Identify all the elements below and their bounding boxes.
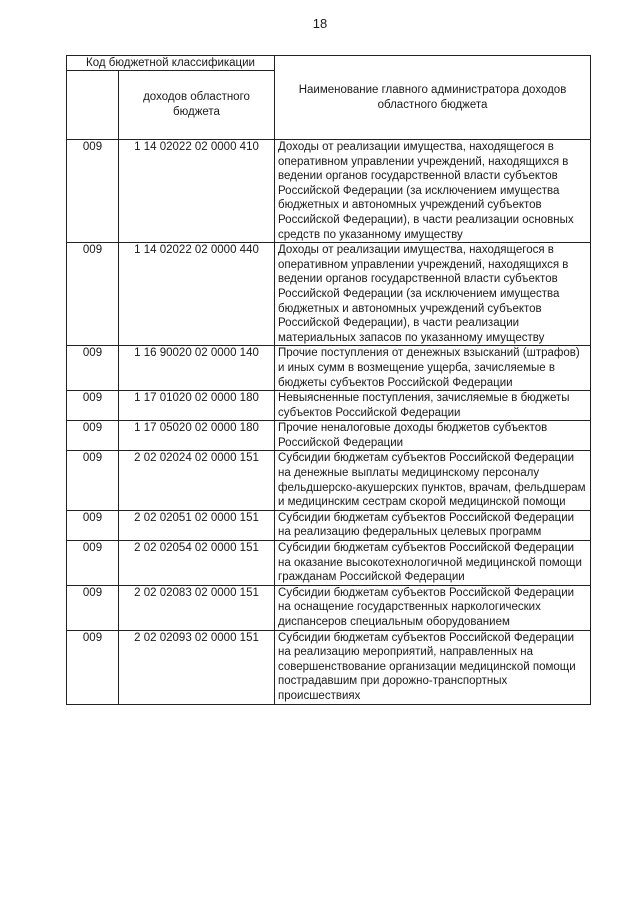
table-header-row [67, 56, 591, 71]
administrator-code-cell: 009 [67, 140, 119, 243]
income-name-cell: Субсидии бюджетам субъектов Российской Федерации на денежные выплаты медицинскому персоналу фельдшерско-акушерских пунктов, врачам, фельдшерам и медицинским сестрам скорой медицинской помощи [275, 451, 591, 510]
table-row [67, 541, 591, 586]
table-row [67, 140, 591, 243]
budget-classification-table [66, 55, 591, 705]
administrator-code-cell: 009 [67, 451, 119, 510]
administrator-name-header: Наименование главного администратора доходов областного бюджета [275, 56, 591, 140]
table-row [67, 346, 591, 391]
table-row [67, 451, 591, 510]
income-name-cell: Прочие неналоговые доходы бюджетов субъектов Российской Федерации [275, 421, 591, 451]
income-code-cell: 1 16 90020 02 0000 140 [119, 346, 275, 391]
table-row [67, 630, 591, 704]
income-name-cell: Субсидии бюджетам субъектов Российской Федерации на реализацию мероприятий, направленных на совершенствование организации медицинской помощи пострадавшим при дорожно-транспортных происшествиях [275, 630, 591, 704]
budget-classification-code-header: Код бюджетной классификации [67, 56, 275, 71]
table-row [67, 510, 591, 540]
income-code-cell: 1 17 01020 02 0000 180 [119, 391, 275, 421]
income-name-cell: Прочие поступления от денежных взысканий (штрафов) и иных сумм в возмещение ущерба, зачисляемые в бюджеты субъектов Российской Федерации [275, 346, 591, 391]
table-row [67, 243, 591, 346]
income-name-cell: Субсидии бюджетам субъектов Российской Федерации на оснащение государственных наркологических диспансеров специальным оборудованием [275, 585, 591, 630]
income-code-header: доходов областного бюджета [119, 71, 275, 140]
income-code-cell: 1 17 05020 02 0000 180 [119, 421, 275, 451]
table-row [67, 421, 591, 451]
income-code-cell: 1 14 02022 02 0000 410 [119, 140, 275, 243]
income-name-cell: Субсидии бюджетам субъектов Российской Федерации на реализацию федеральных целевых программ [275, 510, 591, 540]
income-name-cell: Невыясненные поступления, зачисляемые в бюджеты субъектов Российской Федерации [275, 391, 591, 421]
table-body [67, 140, 591, 705]
income-name-cell: Доходы от реализации имущества, находящегося в оперативном управлении учреждений, находящихся в ведении органов государственной власти субъектов Российской Федерации (за исключением имущества бюджетных и автономных учреждений субъектов Российской Федерации), в части реализации основных средств по указанному имуществу [275, 140, 591, 243]
administrator-code-cell: 009 [67, 630, 119, 704]
administrator-code-cell: 009 [67, 243, 119, 346]
administrator-code-cell: 009 [67, 541, 119, 586]
administrator-code-cell: 009 [67, 421, 119, 451]
income-code-cell: 2 02 02024 02 0000 151 [119, 451, 275, 510]
administrator-code-cell: 009 [67, 510, 119, 540]
income-name-cell: Субсидии бюджетам субъектов Российской Федерации на оказание высокотехнологичной медицинской помощи гражданам Российской Федерации [275, 541, 591, 586]
income-code-cell: 2 02 02051 02 0000 151 [119, 510, 275, 540]
income-code-cell: 1 14 02022 02 0000 440 [119, 243, 275, 346]
administrator-code-header [67, 71, 119, 140]
administrator-code-cell: 009 [67, 585, 119, 630]
income-code-cell: 2 02 02054 02 0000 151 [119, 541, 275, 586]
income-name-cell: Доходы от реализации имущества, находящегося в оперативном управлении учреждений, находящихся в ведении органов государственной власти субъектов Российской Федерации (за исключением имущества бюджетных и автономных учреждений субъектов Российской Федерации), в части реализации материальных запасов по указанному имуществу [275, 243, 591, 346]
page-number: 18 [312, 16, 328, 31]
administrator-code-cell: 009 [67, 391, 119, 421]
table-row [67, 585, 591, 630]
income-code-cell: 2 02 02083 02 0000 151 [119, 585, 275, 630]
income-code-cell: 2 02 02093 02 0000 151 [119, 630, 275, 704]
table-row [67, 391, 591, 421]
administrator-code-cell: 009 [67, 346, 119, 391]
